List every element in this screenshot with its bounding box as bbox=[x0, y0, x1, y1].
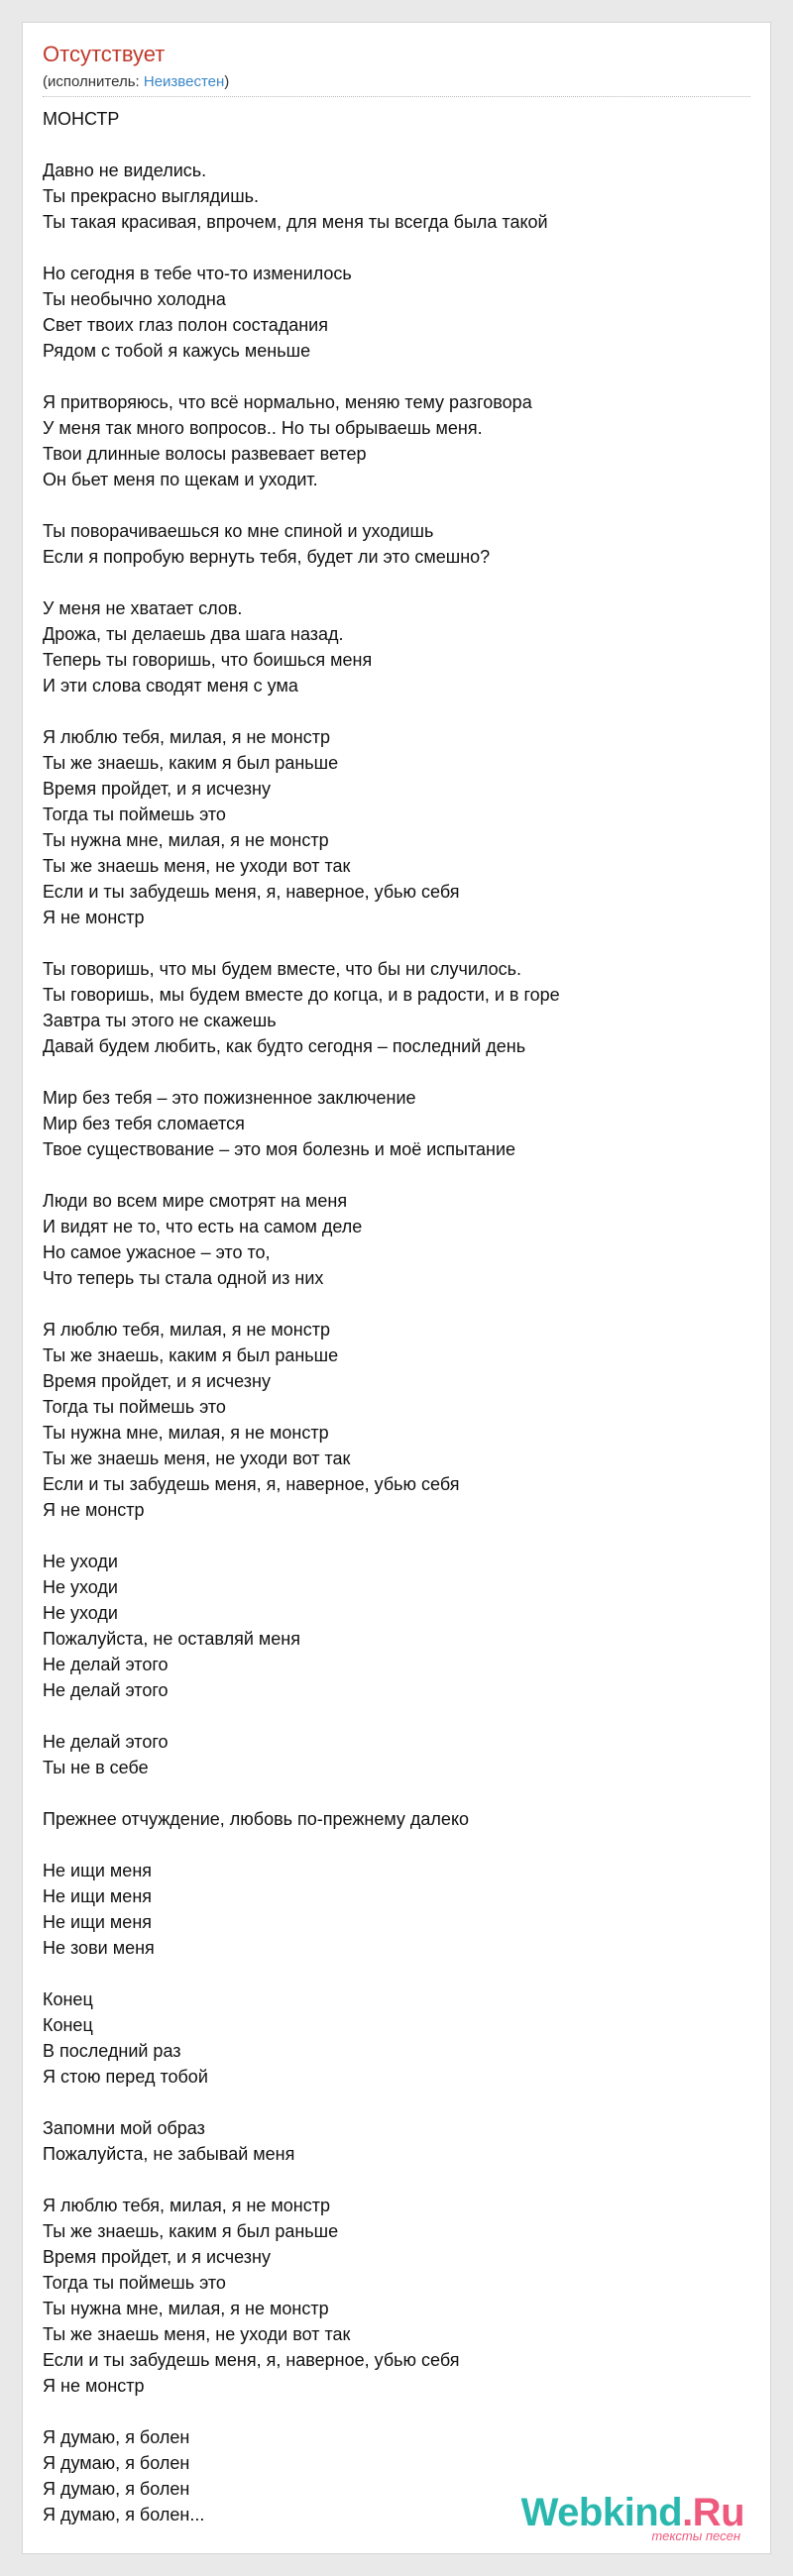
lyric-line: Я стою перед тобой bbox=[43, 2067, 208, 2087]
lyric-line: Прежнее отчуждение, любовь по-прежнему далеко bbox=[43, 1809, 470, 1829]
lyric-line: Но сегодня в тебе что-то изменилось bbox=[43, 264, 352, 283]
lyric-line: Ты же знаешь меня, не уходи вот так bbox=[43, 2324, 351, 2344]
lyric-line: И видят не то, что есть на самом деле bbox=[43, 1217, 363, 1236]
lyric-line: Я притворяюсь, что всё нормально, меняю тему разговора bbox=[43, 392, 532, 412]
lyric-blank-line bbox=[43, 698, 750, 724]
lyric-line: Я люблю тебя, милая, я не монстр bbox=[43, 2196, 330, 2215]
lyric-line: Я не монстр bbox=[43, 1500, 145, 1520]
logo-ru-text: .Ru bbox=[682, 2491, 744, 2534]
logo-subtitle: тексты песен bbox=[651, 2528, 740, 2543]
lyric-line: Я думаю, я болен bbox=[43, 2427, 190, 2447]
artist-prefix: (исполнитель: bbox=[43, 73, 144, 90]
lyric-line: Тогда ты поймешь это bbox=[43, 805, 226, 824]
lyric-line: Не зови меня bbox=[43, 1938, 155, 1958]
lyric-line: Тогда ты поймешь это bbox=[43, 2273, 226, 2293]
lyric-line: Завтра ты этого не скажешь bbox=[43, 1011, 277, 1030]
lyric-line: Не ищи меня bbox=[43, 1886, 153, 1906]
lyric-line: Что теперь ты стала одной из них bbox=[43, 1268, 324, 1288]
lyric-line: Не ищи меня bbox=[43, 1912, 153, 1932]
lyric-line: Конец bbox=[43, 2015, 93, 2035]
lyric-blank-line bbox=[43, 1291, 750, 1317]
artist-link[interactable]: Неизвестен bbox=[143, 73, 225, 90]
lyric-line: Я думаю, я болен bbox=[43, 2479, 190, 2499]
lyric-line: Не делай этого bbox=[43, 1680, 169, 1700]
lyric-line: Дрожа, ты делаешь два шага назад. bbox=[43, 624, 344, 644]
lyrics-card bbox=[22, 22, 771, 2554]
lyric-line: Ты поворачиваешься ко мне спиной и уходишь bbox=[43, 521, 434, 541]
lyric-line: Я люблю тебя, милая, я не монстр bbox=[43, 1320, 330, 1340]
logo-web-text: Webkind bbox=[520, 2491, 683, 2534]
lyric-line: Ты прекрасно выглядишь. bbox=[43, 186, 260, 206]
lyric-line: Ты же знаешь меня, не уходи вот так bbox=[43, 1449, 351, 1468]
lyric-line: Я не монстр bbox=[43, 908, 145, 927]
lyric-line: Ты же знаешь меня, не уходи вот так bbox=[43, 856, 351, 876]
lyric-blank-line bbox=[43, 1162, 750, 1188]
lyric-line: Ты необычно холодна bbox=[43, 289, 226, 309]
lyric-line: Я думаю, я болен... bbox=[43, 2505, 205, 2524]
lyric-line: Твое существование – это моя болезнь и моё испытание bbox=[43, 1139, 516, 1159]
artist-line bbox=[43, 72, 229, 92]
lyric-line: Я не монстр bbox=[43, 2376, 145, 2396]
lyric-line: Не уходи bbox=[43, 1603, 118, 1623]
lyric-line: Если и ты забудешь меня, я, наверное, убью себя bbox=[43, 1474, 460, 1494]
lyric-line: Не делай этого bbox=[43, 1732, 169, 1752]
lyric-line: Мир без тебя – это пожизненное заключение bbox=[43, 1088, 416, 1108]
lyric-line: У меня не хватает слов. bbox=[43, 598, 243, 618]
lyric-blank-line bbox=[43, 1832, 750, 1858]
lyric-line: Но самое ужасное – это то, bbox=[43, 1242, 271, 1262]
lyric-line: Время пройдет, и я исчезну bbox=[43, 779, 271, 799]
lyric-line: Ты же знаешь, каким я был раньше bbox=[43, 1345, 339, 1365]
lyric-line: Если и ты забудешь меня, я, наверное, убью себя bbox=[43, 882, 460, 902]
lyric-blank-line bbox=[43, 1523, 750, 1549]
lyric-line: Ты говоришь, что мы будем вместе, что бы ни случилось. bbox=[43, 959, 522, 979]
lyric-line: Ты нужна мне, милая, я не монстр bbox=[43, 2299, 329, 2318]
lyric-line: Не уходи bbox=[43, 1552, 118, 1571]
artist-suffix: ) bbox=[224, 73, 230, 90]
lyric-blank-line bbox=[43, 1961, 750, 1986]
lyric-line: Теперь ты говоришь, что боишься меня bbox=[43, 650, 373, 670]
lyric-line: Не делай этого bbox=[43, 1655, 169, 1674]
lyric-blank-line bbox=[43, 364, 750, 389]
lyric-blank-line bbox=[43, 1703, 750, 1729]
lyric-line: Пожалуйста, не забывай меня bbox=[43, 2144, 295, 2164]
lyric-blank-line bbox=[43, 1059, 750, 1085]
lyric-blank-line bbox=[43, 2090, 750, 2115]
lyric-line: Если и ты забудешь меня, я, наверное, убью себя bbox=[43, 2350, 460, 2370]
lyric-line: Давай будем любить, как будто сегодня – последний день bbox=[43, 1036, 526, 1056]
lyric-line: И эти слова сводят меня с ума bbox=[43, 676, 298, 696]
lyric-line: Запомни мой образ bbox=[43, 2118, 205, 2138]
lyric-line: В последний раз bbox=[43, 2041, 181, 2061]
lyric-line: МОНСТР bbox=[43, 109, 120, 129]
lyric-line: Время пройдет, и я исчезну bbox=[43, 2247, 271, 2267]
lyric-blank-line bbox=[43, 2167, 750, 2193]
lyric-line: Свет твоих глаз полон состадания bbox=[43, 315, 328, 335]
lyric-line: Ты же знаешь, каким я был раньше bbox=[43, 2221, 339, 2241]
song-title: Отсутствует bbox=[43, 42, 166, 66]
site-logo[interactable] bbox=[521, 2491, 744, 2543]
lyric-line: Давно не виделись. bbox=[43, 161, 207, 180]
lyric-line: Твои длинные волосы развевает ветер bbox=[43, 444, 367, 464]
lyric-line: Ты нужна мне, милая, я не монстр bbox=[43, 1423, 329, 1443]
lyric-line: Я люблю тебя, милая, я не монстр bbox=[43, 727, 330, 747]
lyric-line: Конец bbox=[43, 1989, 93, 2009]
lyric-line: Ты говоришь, мы будем вместе до когца, и в радости, и в горе bbox=[43, 985, 560, 1005]
lyric-line: Ты же знаешь, каким я был раньше bbox=[43, 753, 339, 773]
lyric-line: Мир без тебя сломается bbox=[43, 1114, 245, 1133]
lyric-line: Не уходи bbox=[43, 1577, 118, 1597]
lyric-blank-line bbox=[43, 492, 750, 518]
lyric-blank-line bbox=[43, 930, 750, 956]
lyric-line: Если я попробую вернуть тебя, будет ли это смешно? bbox=[43, 547, 491, 567]
lyric-blank-line bbox=[43, 1780, 750, 1806]
lyric-line: Пожалуйста, не оставляй меня bbox=[43, 1629, 300, 1649]
lyric-line: Не ищи меня bbox=[43, 1861, 153, 1880]
lyric-line: Люди во всем мире смотрят на меня bbox=[43, 1191, 348, 1211]
lyric-blank-line bbox=[43, 235, 750, 261]
lyric-line: Ты такая красивая, впрочем, для меня ты всегда была такой bbox=[43, 212, 548, 232]
lyric-line: Время пройдет, и я исчезну bbox=[43, 1371, 271, 1391]
lyric-line: Ты нужна мне, милая, я не монстр bbox=[43, 830, 329, 850]
lyric-line: Ты не в себе bbox=[43, 1758, 149, 1777]
lyrics-text bbox=[43, 106, 750, 2527]
lyric-blank-line bbox=[43, 132, 750, 158]
lyric-blank-line bbox=[43, 2399, 750, 2424]
lyric-line: У меня так много вопросов.. Но ты обрываешь меня. bbox=[43, 418, 483, 438]
lyric-line: Тогда ты поймешь это bbox=[43, 1397, 226, 1417]
lyric-blank-line bbox=[43, 570, 750, 595]
lyric-line: Рядом с тобой я кажусь меньше bbox=[43, 341, 311, 361]
header-divider bbox=[43, 96, 750, 97]
lyric-line: Он бьет меня по щекам и уходит. bbox=[43, 470, 318, 489]
lyric-line: Я думаю, я болен bbox=[43, 2453, 190, 2473]
